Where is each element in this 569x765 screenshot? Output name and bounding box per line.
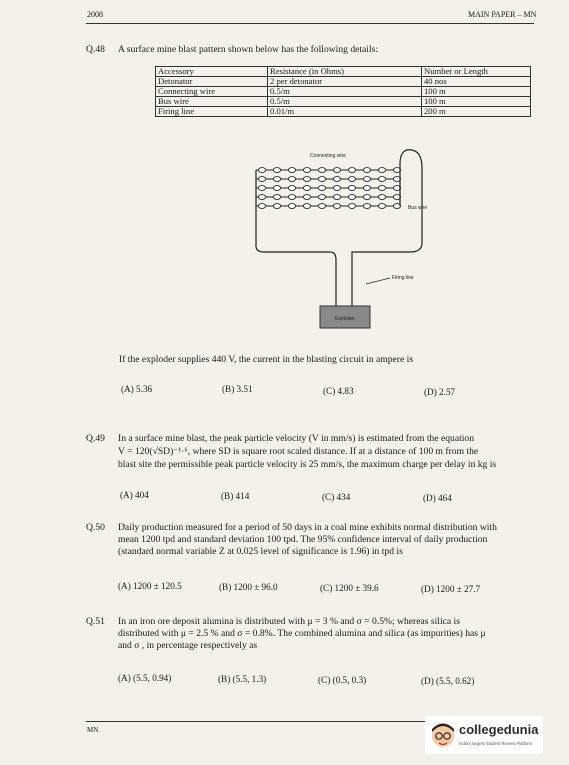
- question-text: V = 120(√SD)⁻¹·⁶, where SD is square root scaled distance. If at a distance of 100 m from the: [118, 446, 479, 457]
- table-cell: Bus wire: [156, 97, 268, 107]
- option-c: (C) 434: [322, 492, 351, 502]
- bus-wire-label: Bus wire: [408, 205, 428, 211]
- table-row: [156, 97, 531, 107]
- detonator-hole: [273, 195, 280, 200]
- detonator-hole: [318, 168, 325, 173]
- question-text: (standard normal variable Z at 0.025 level of significance is 1.96) in tpd is: [118, 546, 403, 557]
- table-row: [156, 107, 531, 117]
- bus-wire: [352, 150, 422, 306]
- detonator-hole: [318, 195, 325, 200]
- detonator-hole: [363, 195, 370, 200]
- option-c: (C) 1200 ± 39.6: [320, 583, 379, 593]
- detonator-hole: [333, 204, 340, 209]
- logo-tagline: India's largest Student Review Platform: [459, 741, 532, 746]
- detonator-hole: [363, 204, 370, 209]
- detonator-hole: [378, 204, 385, 209]
- table-header-cell: Accessory: [156, 67, 268, 77]
- mascot-icon: [429, 720, 457, 750]
- detonator-hole: [273, 186, 280, 191]
- option-b: (B) 414: [221, 491, 250, 501]
- detonator-rows: [256, 168, 401, 209]
- question-number: Q.51: [86, 616, 105, 627]
- table-cell: 100 m: [422, 87, 531, 97]
- option-c: (C) 4.83: [323, 386, 354, 396]
- question-text: A surface mine blast pattern shown below has the following details:: [118, 44, 379, 55]
- detonator-hole: [303, 177, 310, 182]
- detonator-hole: [363, 177, 370, 182]
- detonator-hole: [303, 204, 310, 209]
- question-text: In an iron ore deposit alumina is distributed with μ = 3 % and σ = 0.5%; whereas silica is: [118, 616, 460, 627]
- table-header-row: [156, 67, 531, 77]
- detonator-hole: [258, 186, 265, 191]
- option-d: (D) 464: [423, 493, 452, 503]
- table-header-cell: Resistance (in Ohms): [268, 67, 422, 77]
- option-d: (D) (5.5, 0.62): [421, 676, 475, 686]
- paper-label: MAIN PAPER – MN: [468, 10, 537, 19]
- table-cell: 40 nos: [422, 77, 531, 87]
- ppv-formula: V = 120(√SD)⁻¹·⁶: [118, 446, 188, 457]
- detonator-hole: [258, 177, 265, 182]
- table-cell: 0.01/m: [268, 107, 422, 117]
- table-cell: 200 m: [422, 107, 531, 117]
- detonator-hole: [333, 195, 340, 200]
- table-cell: Connecting wire: [156, 87, 268, 97]
- blast-details-table: [155, 66, 531, 117]
- question-text: distributed with μ = 2.5 % and σ = 0.8%. The combined alumina and silica (as impurities) has μ: [118, 628, 486, 639]
- table-cell: Firing line: [156, 107, 268, 117]
- firing-line-pointer: [366, 278, 390, 284]
- firing-line-label: Firing line: [392, 275, 414, 281]
- collegedunia-logo: [425, 716, 543, 754]
- detonator-hole: [273, 168, 280, 173]
- table-row: [156, 87, 531, 97]
- option-d: (D) 2.57: [424, 387, 456, 397]
- logo-wordmark: collegedunia: [459, 722, 539, 737]
- option-a: (A) (5.5, 0.94): [118, 673, 172, 683]
- detonator-hole: [363, 186, 370, 191]
- detonator-hole: [378, 177, 385, 182]
- option-b: (B) 3.51: [222, 384, 253, 394]
- detonator-hole: [318, 186, 325, 191]
- detonator-hole: [258, 168, 265, 173]
- question-text: Daily production measured for a period of 50 days in a coal mine exhibits normal distribution with: [118, 522, 497, 533]
- detonator-hole: [288, 204, 295, 209]
- question-text: and σ , in percentage respectively as: [118, 640, 258, 651]
- table-cell: Detonator: [156, 77, 268, 87]
- detonator-hole: [273, 204, 280, 209]
- detonator-hole: [288, 186, 295, 191]
- table-row: [156, 77, 531, 87]
- detonator-hole: [348, 186, 355, 191]
- option-a: (A) 1200 ± 120.5: [118, 581, 182, 591]
- question-text: blast site the permissible peak particle velocity is 25 mm/s, the maximum charge per delay in kg is: [118, 459, 497, 470]
- detonator-hole: [363, 168, 370, 173]
- detonator-hole: [378, 195, 385, 200]
- detonator-hole: [333, 177, 340, 182]
- option-a: (A) 404: [120, 490, 149, 500]
- question-text: mean 1200 tpd and standard deviation 100 tpd. The 95% confidence interval of daily production: [118, 534, 488, 545]
- question-prompt: If the exploder supplies 440 V, the current in the blasting circuit in ampere is: [119, 354, 414, 365]
- connecting-wire-label: Connecting wire: [310, 153, 346, 159]
- detonator-hole: [273, 177, 280, 182]
- exploder-label: Exploder: [335, 316, 355, 322]
- detonator-hole: [378, 168, 385, 173]
- option-b: (B) (5.5, 1.3): [218, 674, 267, 684]
- detonator-hole: [348, 168, 355, 173]
- question-number: Q.50: [86, 522, 105, 533]
- detonator-hole: [378, 186, 385, 191]
- detonator-hole: [303, 168, 310, 173]
- option-d: (D) 1200 ± 27.7: [421, 584, 481, 594]
- header-rule: [86, 23, 534, 24]
- detonator-hole: [303, 186, 310, 191]
- question-text: In a surface mine blast, the peak particle velocity (V in mm/s) is estimated from the equation: [118, 433, 475, 444]
- footer-code: MN: [87, 726, 99, 734]
- option-a: (A) 5.36: [121, 384, 153, 394]
- detonator-hole: [288, 195, 295, 200]
- year-label: 2008: [87, 10, 103, 19]
- table-cell: 0.5/m: [268, 87, 422, 97]
- detonator-hole: [288, 168, 295, 173]
- option-c: (C) (0.5, 0.3): [318, 675, 367, 685]
- option-b: (B) 1200 ± 96.0: [219, 582, 278, 592]
- detonator-hole: [348, 204, 355, 209]
- question-number: Q.49: [86, 433, 105, 444]
- table-cell: 100 m: [422, 97, 531, 107]
- detonator-hole: [333, 186, 340, 191]
- detonator-hole: [258, 195, 265, 200]
- detonator-hole: [333, 168, 340, 173]
- detonator-hole: [303, 195, 310, 200]
- table-cell: 2 per detonator: [268, 77, 422, 87]
- detonator-hole: [318, 177, 325, 182]
- detonator-hole: [258, 204, 265, 209]
- detonator-hole: [318, 204, 325, 209]
- detonator-hole: [348, 177, 355, 182]
- table-cell: 0.5/m: [268, 97, 422, 107]
- question-number: Q.48: [86, 44, 105, 55]
- blast-circuit-diagram: [240, 148, 440, 343]
- detonator-hole: [348, 195, 355, 200]
- table-header-cell: Number or Length: [422, 67, 531, 77]
- detonator-hole: [288, 177, 295, 182]
